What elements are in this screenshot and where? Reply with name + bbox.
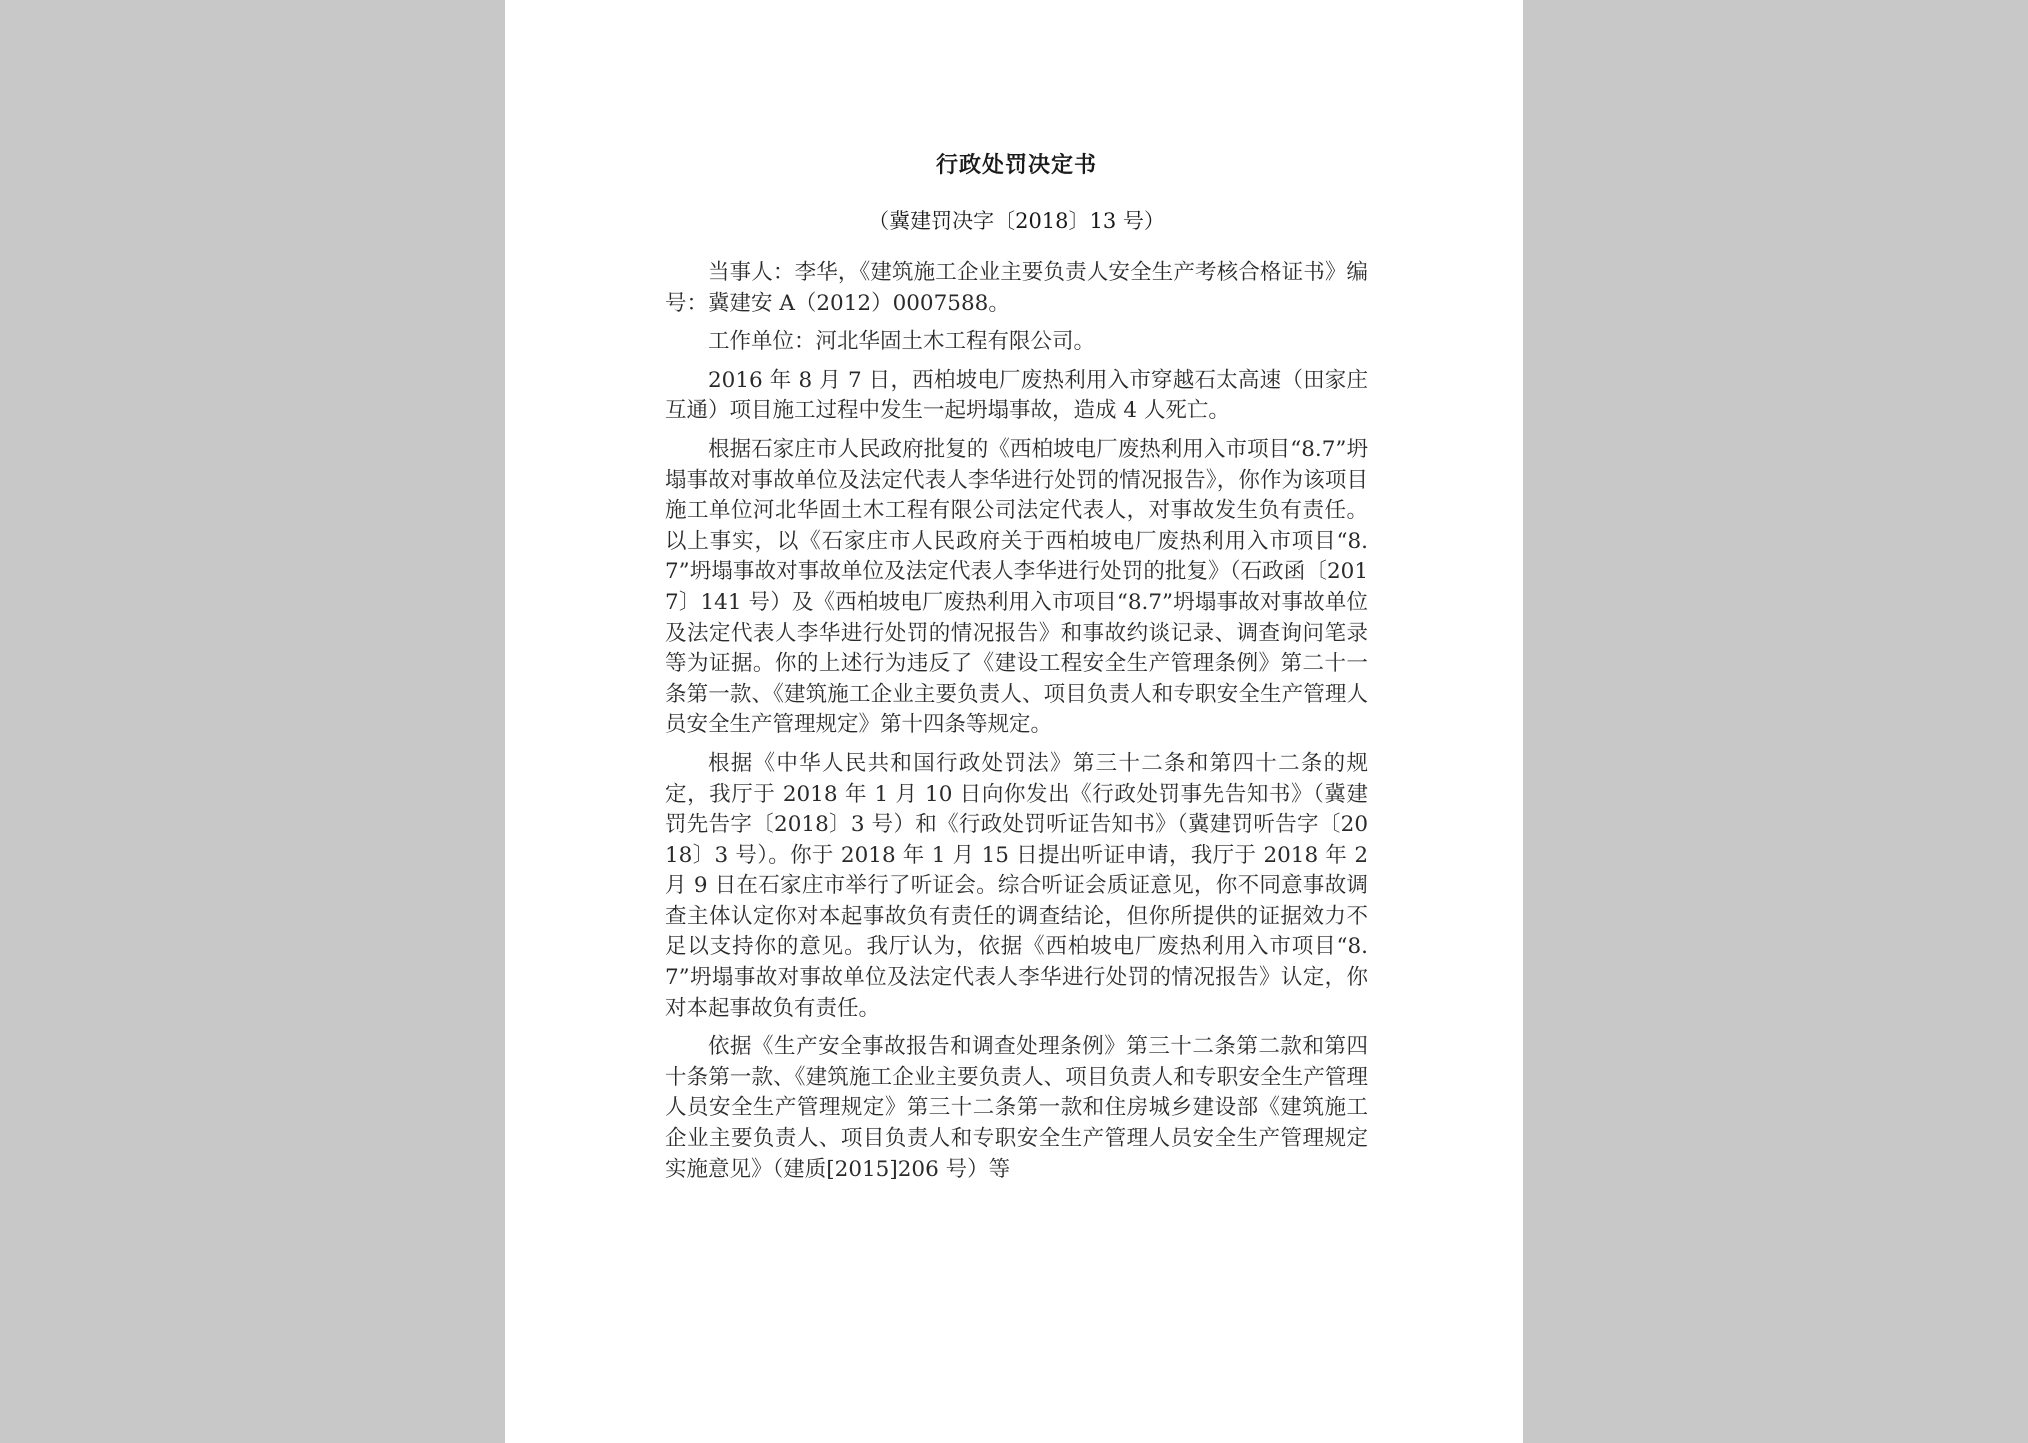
document-number: （冀建罚决字〔2018〕13 号） xyxy=(868,209,1165,233)
paragraph-incident: 2016 年 8 月 7 日，西柏坡电厂废热利用入市穿越石太高速（田家庄互通）项目施工过程中发生一起坍塌事故，造成 4 人死亡。 xyxy=(665,367,1368,424)
document-title: 行政处罚决定书 xyxy=(935,152,1097,178)
document-body xyxy=(665,258,1368,1193)
document-page xyxy=(505,0,1523,1443)
paragraph-party: 当事人：李华，《建筑施工企业主要负责人安全生产考核合格证书》编号：冀建安 A（2012）0007588。 xyxy=(665,260,1368,316)
paragraph-employer: 工作单位：河北华固土木工程有限公司。 xyxy=(708,329,1096,355)
paragraph-findings: 根据石家庄市人民政府批复的《西柏坡电厂废热利用入市项目“8.7”坍塌事故对事故单位及法定代表人李华进行处罚的情况报告》，你作为该项目施工单位河北华固土木工程有限公司法定代表人，对事故发生负有责任。以上事实，以《石家庄市人民政府关于西柏坡电厂废热利用入市项目“8.7”坍塌事故对事故单位及法定代表人李华进行处罚的批复》（石政函〔2017〕141 号）及《西柏坡电厂废热利用入市项目“8.7”坍塌事故对事故单位及法定代表人李华进行处罚的情况报告》和事故约谈记录、调查询问笔录等为证据。你的上述行为违反了《建设工程安全生产管理条例》第二十一条第一款、《建筑施工企业主要负责人、项目负责人和专职安全生产管理人员安全生产管理规定》第十四条等规定。 xyxy=(665,436,1368,738)
paragraph-hearing: 根据《中华人民共和国行政处罚法》第三十二条和第四十二条的规定，我厅于 2018 年 1 月 10 日向你发出《行政处罚事先告知书》（冀建罚先告字〔2018〕3 号）和《行政处罚听证告知书》（冀建罚听告字〔2018〕3 号）。你于 2018 年 1 月 15 日提出听证申请，我厅于 2018 年 2 月 9 日在石家庄市举行了听证会。综合听证会质证意见，你不同意事故调查主体认定你对本起事故负有责任的调查结论，但你所提供的证据效力不足以支持你的意见。我厅认为，依据《西柏坡电厂废热利用入市项目“8.7”坍塌事故对事故单位及法定代表人李华进行处罚的情况报告》认定，你对本起事故负有责任。 xyxy=(665,750,1368,1021)
paragraph-legal-basis: 依据《生产安全事故报告和调查处理条例》第三十二条第二款和第四十条第一款、《建筑施工企业主要负责人、项目负责人和专职安全生产管理人员安全生产管理规定》第三十二条第一款和住房城乡建设部《建筑施工企业主要负责人、项目负责人和专职安全生产管理人员安全生产管理规定实施意见》（建质[2015]206 号）等 xyxy=(665,1034,1368,1182)
